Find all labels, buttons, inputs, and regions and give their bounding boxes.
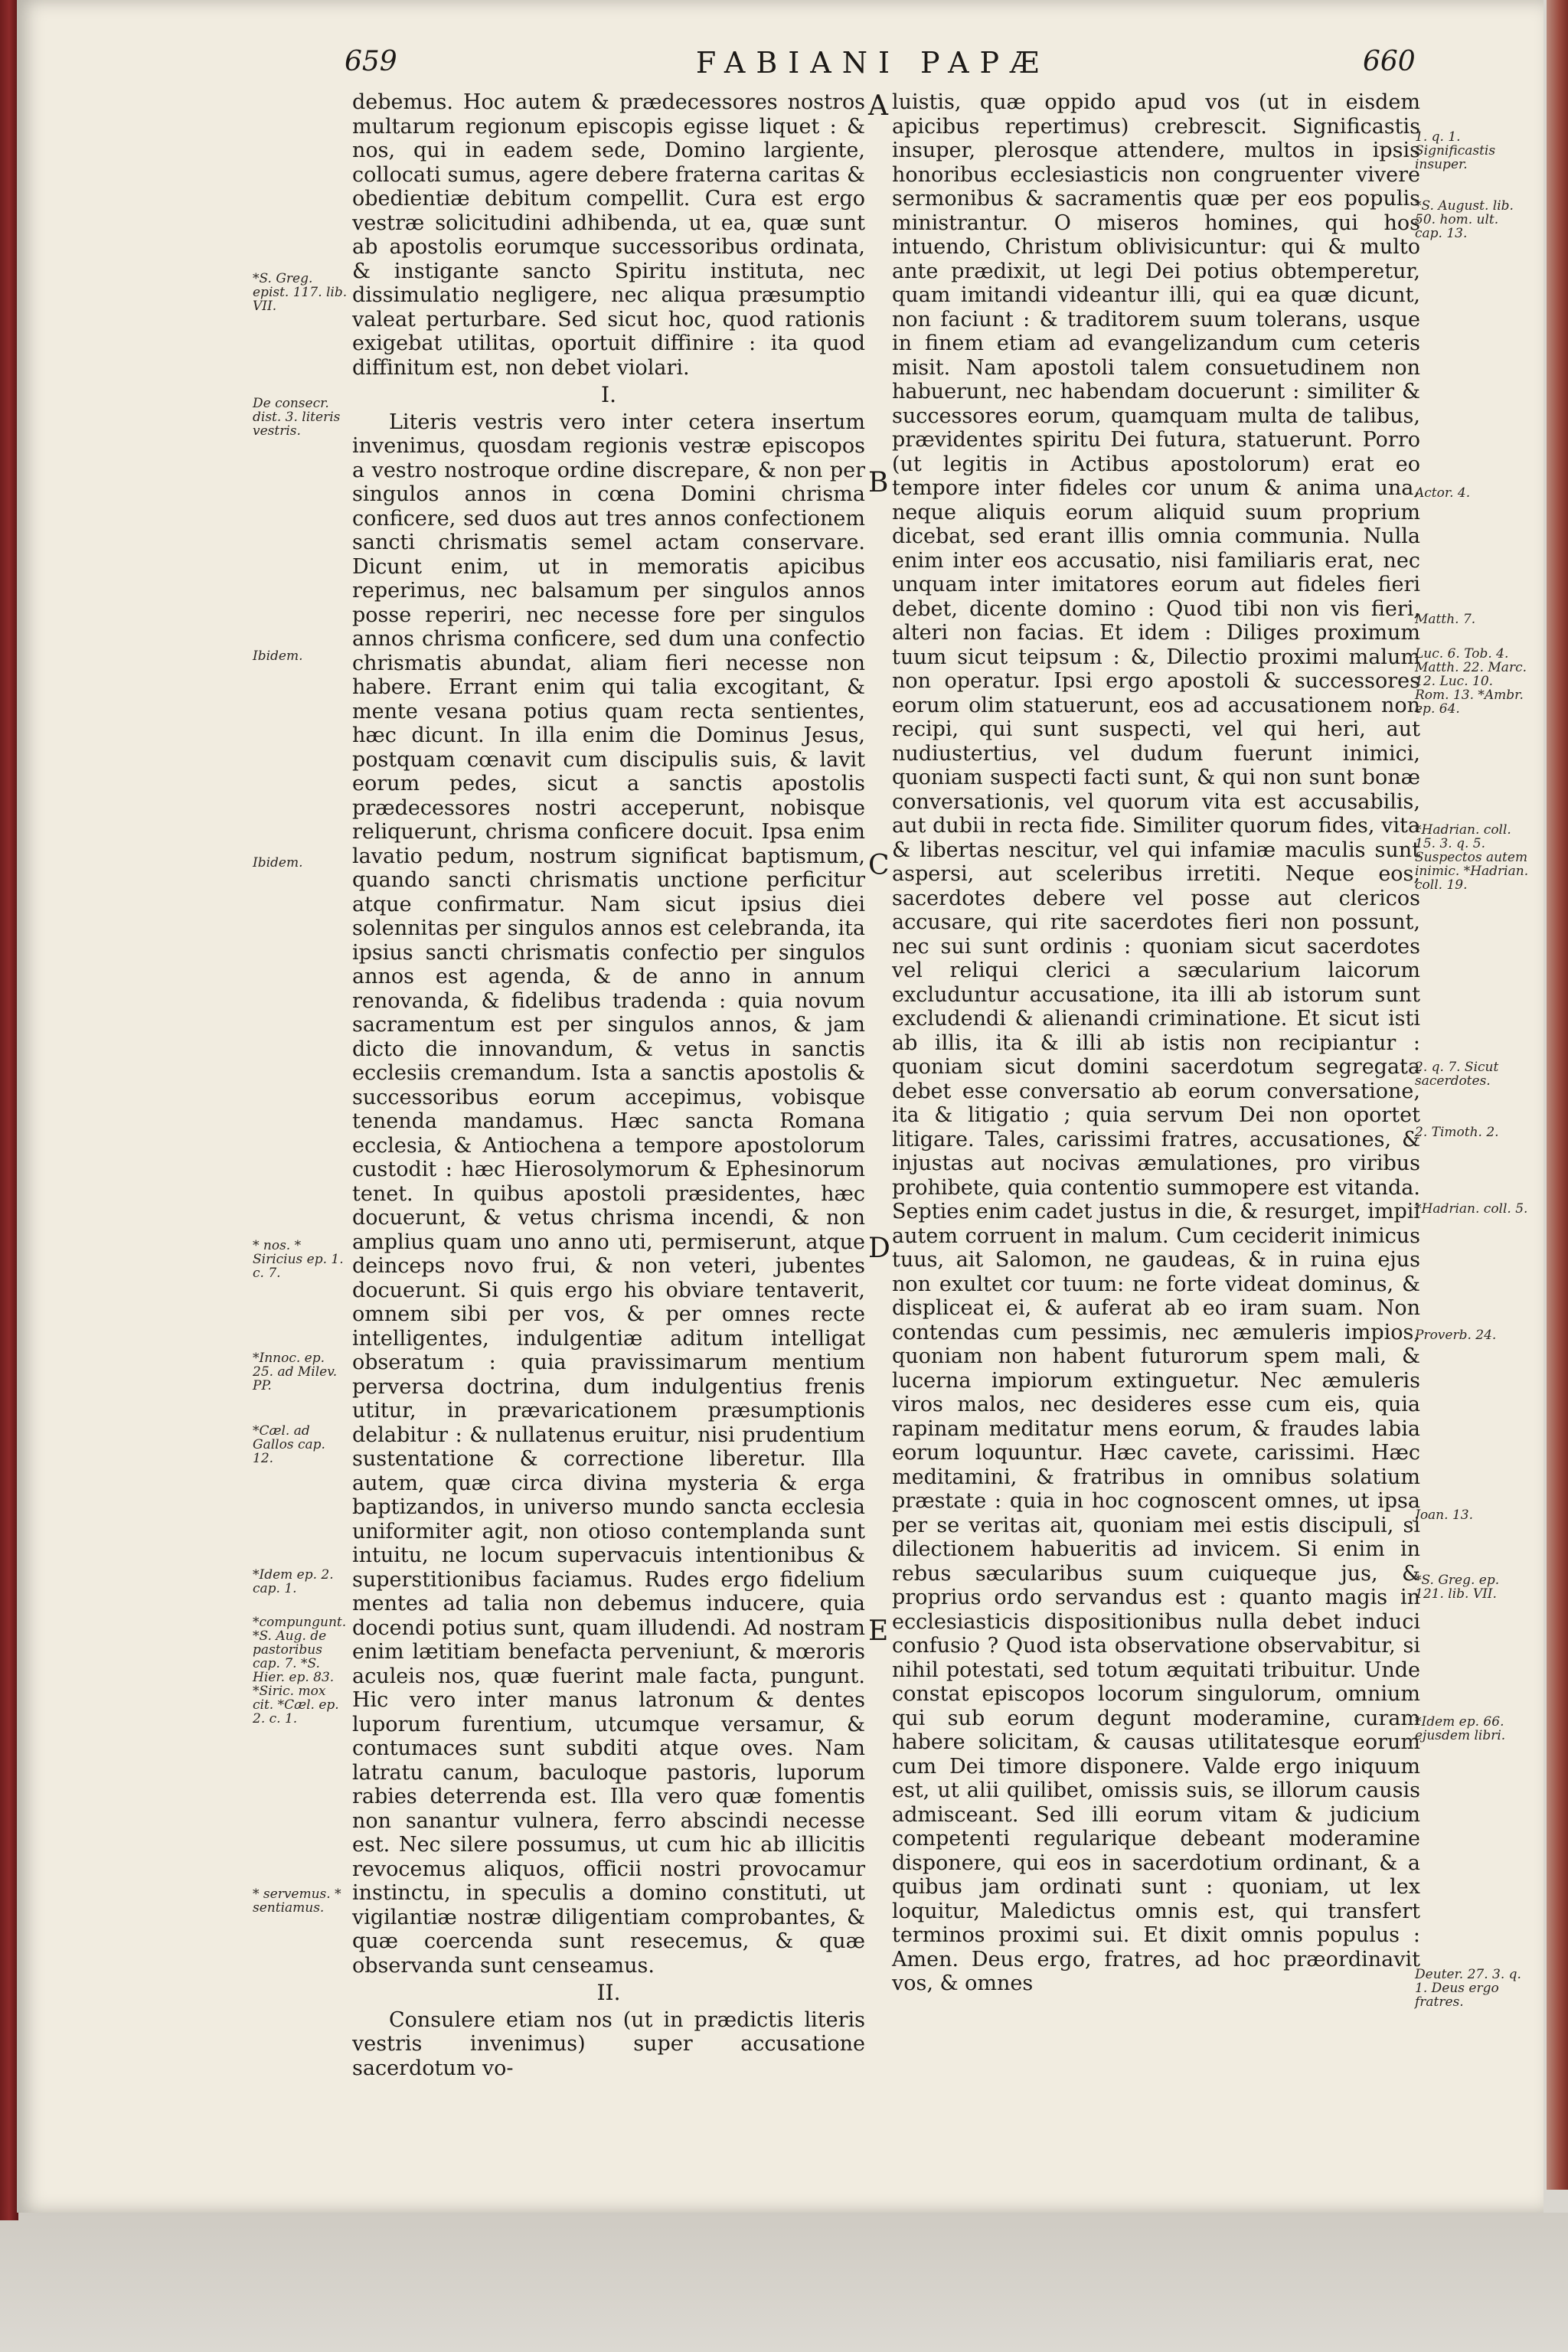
section-letter: B	[868, 467, 889, 498]
margin-note: Ibidem.	[253, 648, 303, 664]
right-text-column	[892, 90, 1420, 1996]
section-letter: E	[868, 1615, 889, 1647]
margin-note: Actor. 4.	[1415, 485, 1471, 501]
paragraph: debemus. Hoc autem & prædecessores nostros multarum regionum episcopis egisse liquet : & nos, qui in eadem sede, Domino largiente, collocati sumus, agere debere fraterna caritas & obedientiæ debitum compellit. Cura est ergo vestræ solicitudini adhibenda, ut ea, quæ sunt ab apostolis eorumque successoribus ordinata, & instigante sancto Spiritu instituta, nec dissimulatio negligere, nec aliqua præsumptio valeat perturbare. Sed sicut hoc, quod rationis exigebat utilitas, oportuit diffinire : ita quod diffinitum est, non debet violari.	[352, 90, 865, 380]
margin-note: Proverb. 24.	[1415, 1328, 1497, 1343]
section-letter: D	[868, 1233, 890, 1264]
section-number: I.	[601, 382, 616, 407]
margin-note: Matth. 7.	[1415, 612, 1476, 627]
table-surface	[0, 2213, 1568, 2352]
margin-note: *S. Greg. ep. 121. lib. VII.	[1415, 1573, 1500, 1602]
margin-note: De consecr. dist. 3. literis vestris.	[253, 396, 341, 439]
book-page-edges	[1547, 0, 1568, 2190]
margin-note: *Cæl. ad Gallos cap. 12.	[253, 1423, 325, 1466]
margin-note: Luc. 6. Tob. 4. Matth. 22. Marc. 12. Luc. 10. Rom. 13. *Ambr. ep. 64.	[1415, 646, 1527, 717]
section-letter: C	[868, 850, 890, 881]
left-text-column	[352, 90, 865, 2080]
paragraph: luistis, quæ oppido apud vos (ut in eisdem apicibus repertimus) crebrescit. Significastis insuper, plerosque attendere, multos in ipsis honoribus ecclesiasticis non congruenter vivere sermonibus & sacramentis quæ per eos populis ministrantur. O miseros homines, qui hos intuendo, Christum oblivisicuntur: qui & multo ante prædixit, ut legi Dei potius obtemperetur, quam imitandi videantur illi, qui ea quæ dicunt, non faciunt : & traditorem suum tolerans, usque in finem etiam ad evangelizandum cum ceteris misit. Nam apostoli talem consuetudinem non habuerunt, nec habendam docuerunt : similiter & successores eorum, quamquam multa de talibus, prævidentes spiritu Dei futura, statuerunt. Porro (ut legitis in Actibus apostolorum) erat eo tempore inter fideles cor unum & anima una, neque aliquis eorum aliquid suum proprium dicebat, sed erant illis omnia communia. Nulla enim inter eos accusatio, nisi familiaris erat, nec unquam inter imitatores eorum aut fideles fieri debet, dicente domino : Quod tibi non vis fieri, alteri non facias. Et idem : Diliges proximum tuum sicut teipsum : &, Dilectio proximi malum non operatur. Ipsi ergo apostoli & successores eorum olim statuerunt, eos ad accusationem non recipi, qui sunt suspecti, vel qui heri, aut nudiustertius, vel dudum fuerunt inimici, quoniam suspecti facti sunt, & qui non sunt bonæ conversationis, vel quorum vita est accusabilis, aut dubii in recta fide. Similiter quorum fides, vita & libertas nescitur, vel qui infamiæ maculis sunt aspersi, aut sceleribus irretiti. Neque eos, sacerdotes debere vel posse aut clericos accusare, qui rite sacerdotes fieri non possunt, nec sui sunt ordinis : quoniam sicut sacerdotes vel reliqui clerici a sæcularium laicorum excluduntur accusatione, ita illi ab istorum sunt excludendi & alienandi criminatione. Et sicut isti ab illis, ita & illi ab istis non recipiantur : quoniam sicut domini sacerdotum segregata debet esse conversatio ab eorum conversatione, ita & litigatio ; quia servum Dei non oportet litigare. Tales, carissimi fratres, accusationes, & injustas aut nocivas æmulationes, pro viribus prohibete, quia contentio summopere est vitanda. Septies enim cadet justus in die, & resurget, impii autem corruent in malum. Cum ceciderit inimicus tuus, ait Salomon, ne gaudeas, & in ruina ejus non exultet cor tuum: ne forte videat dominus, & displiceat ei, & auferat ab eo iram suam. Non contendas cum pessimis, nec æmuleris impios, quoniam non habent futurorum spem mali, & lucerna impiorum extinguetur. Nec æmuleris viros malos, nec desideres esse cum eis, quia rapinam meditatur mens eorum, & fraudes labia eorum loquuntur. Hæc cavete, carissimi. Hæc meditamini, & fratribus in omnibus solatium præstate : quia in hoc cognoscent omnes, ut ipsa per se veritas ait, quoniam mei estis discipuli, si dilectionem habueritis ad invicem. Si enim in rebus sæcularibus suum cuiqueque jus, & proprius ordo servandus est : quanto magis in ecclesiasticis dispositionibus nulla debet induci confusio ? Quod ista observatione observabitur, si nihil potestati, sed totum æquitati tribuitur. Unde constat episcopos locorum singulorum, omnium qui sub eorum degunt moderamine, curam habere solicitam, & causas utilitatesque eorum cum Dei timore disponere. Valde ergo iniquum est, ut alii quilibet, omissis suis, se illorum causis admisceant. Sed illi eorum vitam & judicium competenti regularique debeant moderamine disponere, qui eos in sacerdotium ordinant, & a quibus jam ordinati sunt : quoniam, ut lex loquitur, Maledictus omnis est, qui transfert terminos proximi sui. Et dixit omnis populus : Amen. Deus ergo, fratres, ad hoc præordinavit vos, & omnes	[892, 90, 1420, 1995]
margin-note: *S. August. lib. 50. hom. ult. cap. 13.	[1415, 198, 1514, 241]
running-title: FABIANI PAPÆ	[695, 46, 1050, 80]
paragraph: Literis vestris vero inter cetera insertum invenimus, quosdam regionis vestræ episcopos a vestro nostroque ordine discrepare, & non per singulos annos in cœna Domini chrisma conficere, sed duos aut tres annos confectionem sancti chrismatis semel actam conservare. Dicunt enim, ut in memoratis apicibus reperimus, nec balsamum per singulos annos posse reperiri, nec necesse fore per singulos annos chrisma conficere, sed dum una confectio chrismatis abundat, aliam fieri necesse non habere. Errant enim qui talia excogitant, & mente vesana potius quam recta sentientes, hæc dicunt. In illa enim die Dominus Jesus, postquam cœnavit cum discipulis suis, & lavit eorum pedes, sicut a sanctis apostolis prædecessores nostri acceperunt, nobisque reliquerunt, chrisma conficere docuit. Ipsa enim lavatio pedum, nostrum significat baptismum, quando sancti chrismatis unctione perficitur atque confirmatur. Nam sicut ipsius diei solennitas per singulos annos est celebranda, ita ipsius sancti chrismatis confectio per singulos annos est agenda, & de anno in annum renovanda, & fidelibus tradenda : quia novum sacramentum est per singulos annos, & jam dicto die innovandum, & vetus in sanctis ecclesiis cremandum. Ista a sanctis apostolis & successoribus eorum accepimus, vobisque tenenda mandamus. Hæc sancta Romana ecclesia, & Antiochena a tempore apostolorum custodit : hæc Hierosolymorum & Ephesinorum tenet. In quibus apostoli præsidentes, hæc docuerunt, & vetus chrisma incendi, & non amplius quam uno anno uti, permiserunt, atque deinceps novo frui, & non veteri, jubentes docuerunt. Si quis ergo his obviare tentaverit, omnem sibi per vos, & per omnes recte intelligentes, indulgentiæ aditum intelligat obseratum : quia pravissimarum mentium perversa doctrina, dum indulgentius frenis utitur, in prævaricationem præsumptionis delabitur : & nullatenus eruitur, nisi prudentium sustentatione & correctione liberetur. Illa autem, quæ circa divina mysteria & erga baptizandos, in universo mundo sancta ecclesia uniformiter agit, non otioso contemplanda sunt intuitu, ne locum supervacuis intentionibus & superstitionibus faciamus. Rudes ergo fidelium mentes ad talia non debemus inducere, quia docendi potius sunt, quam illudendi. Ad nostram enim lætitiam benefacta perveniunt, & mœroris aculeis nos, quæ fuerint male facta, pungunt. Hic vero inter manus latronum & dentes luporum furentium, utcumque versamur, & contumaces sunt subditi atque oves. Nam latratu canum, baculoque pastoris, luporum rabies deterrenda est. Illa vero quæ fomentis non sanantur vulnera, ferro abscindi necesse est. Nec silere possumus, ut cum hic ab illicitis revocemus aliquos, officii nostri provocamur instinctu, in speculis a domino constituti, ut vigilantiæ nostræ diligentiam comprobantes, & quæ coercenda sunt resecemus, & quæ observanda sunt censeamus.	[352, 410, 865, 1978]
margin-note: Deuter. 27. 3. q. 1. Deus ergo fratres.	[1415, 1967, 1521, 2010]
margin-note: *compungunt. *S. Aug. de pastoribus cap. 7. *S. Hier. ep. 83. *Siric. mox cit. *Cæl. ep. 2. c. 1.	[253, 1615, 347, 1726]
paragraph: Consulere etiam nos (ut in prædictis literis vestris invenimus) super accusatione sacerdotum vo-	[352, 2007, 865, 2080]
margin-note: *Idem ep. 2. cap. 1.	[253, 1567, 334, 1596]
margin-note: 1. q. 1. Significastis insuper.	[1415, 129, 1496, 172]
margin-note: * servemus. * sentiamus.	[253, 1886, 341, 1916]
margin-note: Ibidem.	[253, 855, 303, 871]
margin-note: Joan. 13.	[1415, 1508, 1473, 1523]
margin-note: *Hadrian. coll. 5.	[1415, 1201, 1528, 1217]
book-binding	[0, 0, 18, 2220]
section-letter: A	[868, 90, 888, 122]
margin-note: *S. Greg. epist. 117. lib. VII.	[253, 271, 348, 314]
margin-note: 2. q. 7. Sicut sacerdotes.	[1415, 1060, 1499, 1089]
margin-note: 2. Timoth. 2.	[1415, 1125, 1499, 1140]
margin-note: *Idem ep. 66. ejusdem libri.	[1415, 1714, 1506, 1743]
margin-note: *Hadrian. coll. 15. 3. q. 5. Suspectos autem inimic. *Hadrian. coll. 19.	[1415, 822, 1529, 893]
left-page-number: 659	[345, 46, 397, 77]
right-page-number: 660	[1363, 46, 1416, 77]
margin-note: *Innoc. ep. 25. ad Milev. PP.	[253, 1351, 338, 1393]
running-head	[0, 46, 1568, 92]
margin-note: * nos. * Siricius ep. 1. c. 7.	[253, 1238, 344, 1281]
section-number: II.	[596, 1980, 621, 2005]
